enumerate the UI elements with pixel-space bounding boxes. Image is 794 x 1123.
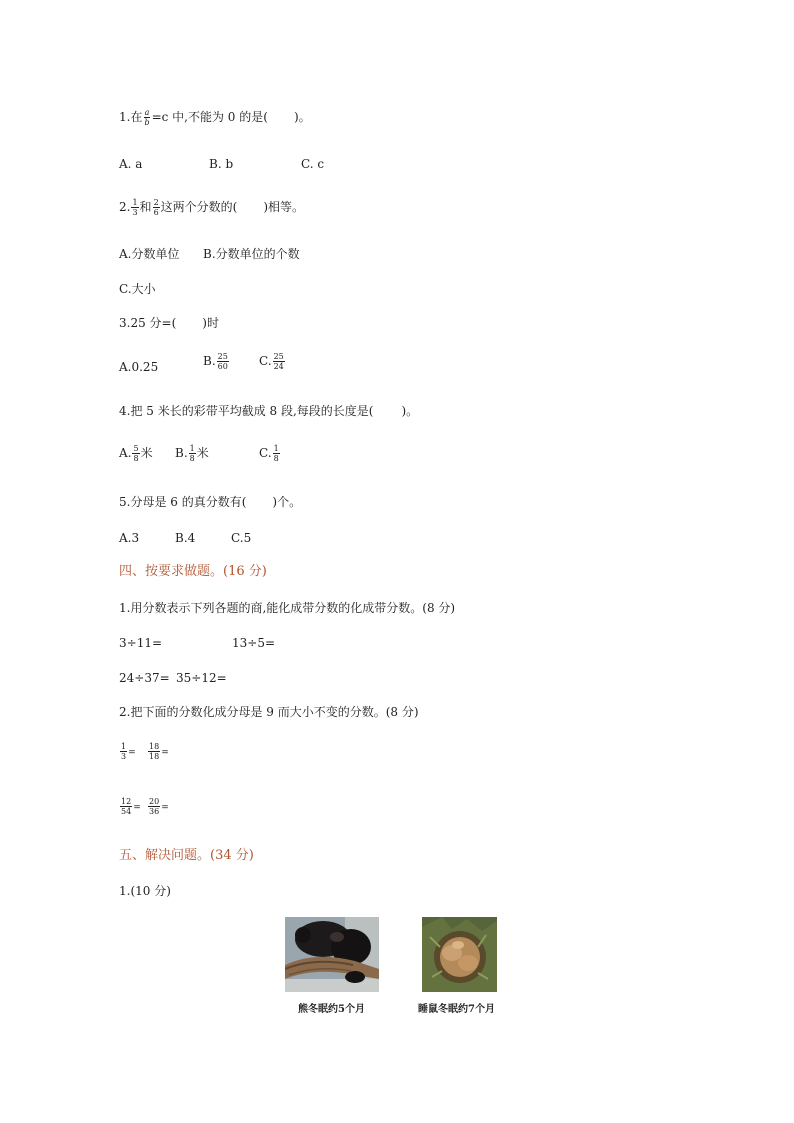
section-4-item-2: 2.把下面的分数化成分母是 9 而大小不变的分数。(8 分)	[119, 705, 419, 719]
dormouse-caption: 睡鼠冬眠约7个月	[418, 1004, 495, 1015]
q3-option-b: B. $\frac{25}{60}$	[203, 352, 228, 371]
fraction-conversion: $\frac{18}{18}$ =	[149, 742, 169, 761]
fraction: $\frac{1}{3}$	[132, 198, 138, 217]
section-4-item-1: 1.用分数表示下列各题的商,能化成带分数的化成带分数。(8 分)	[119, 601, 456, 615]
expression: 24÷37=	[119, 671, 170, 685]
bear-illustration	[285, 917, 379, 992]
q4-option-c: C. $\frac{1}{8}$	[259, 444, 279, 463]
dormouse-photo	[422, 917, 497, 992]
fraction: $\frac{5}{8}$	[133, 444, 139, 463]
q5-option-b: B.4	[175, 531, 196, 545]
q3-option-c: C. $\frac{25}{24}$	[259, 352, 284, 371]
section-5-heading: 五、解决问题。(34 分)	[119, 848, 254, 863]
expression: 3÷11=	[119, 636, 163, 650]
fraction: $\frac{1}{3}$	[121, 742, 127, 761]
q4-stem: 4.把 5 米长的彩带平均截成 8 段,每段的长度是( )。	[119, 404, 419, 418]
fraction: $\frac{12}{54}$	[121, 797, 132, 816]
fraction: $\frac{1}{8}$	[273, 444, 279, 463]
q5-stem: 5.分母是 6 的真分数有( )个。	[119, 495, 302, 509]
q5-option-c: C.5	[231, 531, 252, 545]
q1-option-c: C. c	[301, 157, 325, 171]
q3-option-a: A.0.25	[119, 360, 159, 374]
fraction-conversion: $\frac{1}{3}$ =	[121, 742, 136, 761]
fraction-conversion: $\frac{12}{54}$ =	[121, 797, 141, 816]
q2-option-b: B.分数单位的个数	[203, 247, 300, 261]
bear-photo	[285, 917, 379, 992]
q2-option-a: A.分数单位	[119, 247, 180, 261]
q1-option-a: A. a	[119, 157, 143, 171]
q4-option-a: A. $\frac{5}{8}$ 米	[119, 444, 153, 463]
q1-stem: 1.在 $\frac{a}{b}$ =c 中,不能为 0 的是( )。	[119, 108, 311, 127]
q2-stem: 2. $\frac{1}{3}$ 和 $\frac{2}{6}$ 这两个分数的( )相等。	[119, 198, 305, 217]
expression: 13÷5=	[232, 636, 276, 650]
q4-option-b: B. $\frac{1}{8}$ 米	[175, 444, 209, 463]
fraction: $\frac{20}{36}$	[149, 797, 160, 816]
fraction-conversion: $\frac{20}{36}$ =	[149, 797, 169, 816]
bear-caption: 熊冬眠约5个月	[298, 1004, 365, 1015]
q5-option-a: A.3	[119, 531, 140, 545]
fraction: $\frac{a}{b}$	[144, 108, 150, 127]
q3-stem: 3.25 分=( )时	[119, 316, 219, 330]
q1-option-b: B. b	[209, 157, 234, 171]
fraction: $\frac{18}{18}$	[149, 742, 160, 761]
section-4-heading: 四、按要求做题。(16 分)	[119, 564, 267, 579]
fraction: $\frac{25}{60}$	[217, 352, 228, 371]
fraction: $\frac{25}{24}$	[273, 352, 284, 371]
expression: 35÷12=	[176, 671, 227, 685]
fraction: $\frac{2}{6}$	[153, 198, 159, 217]
q2-option-c: C.大小	[119, 282, 156, 296]
dormouse-illustration	[422, 917, 497, 992]
section-5-item-1: 1.(10 分)	[119, 884, 171, 898]
fraction: $\frac{1}{8}$	[189, 444, 195, 463]
